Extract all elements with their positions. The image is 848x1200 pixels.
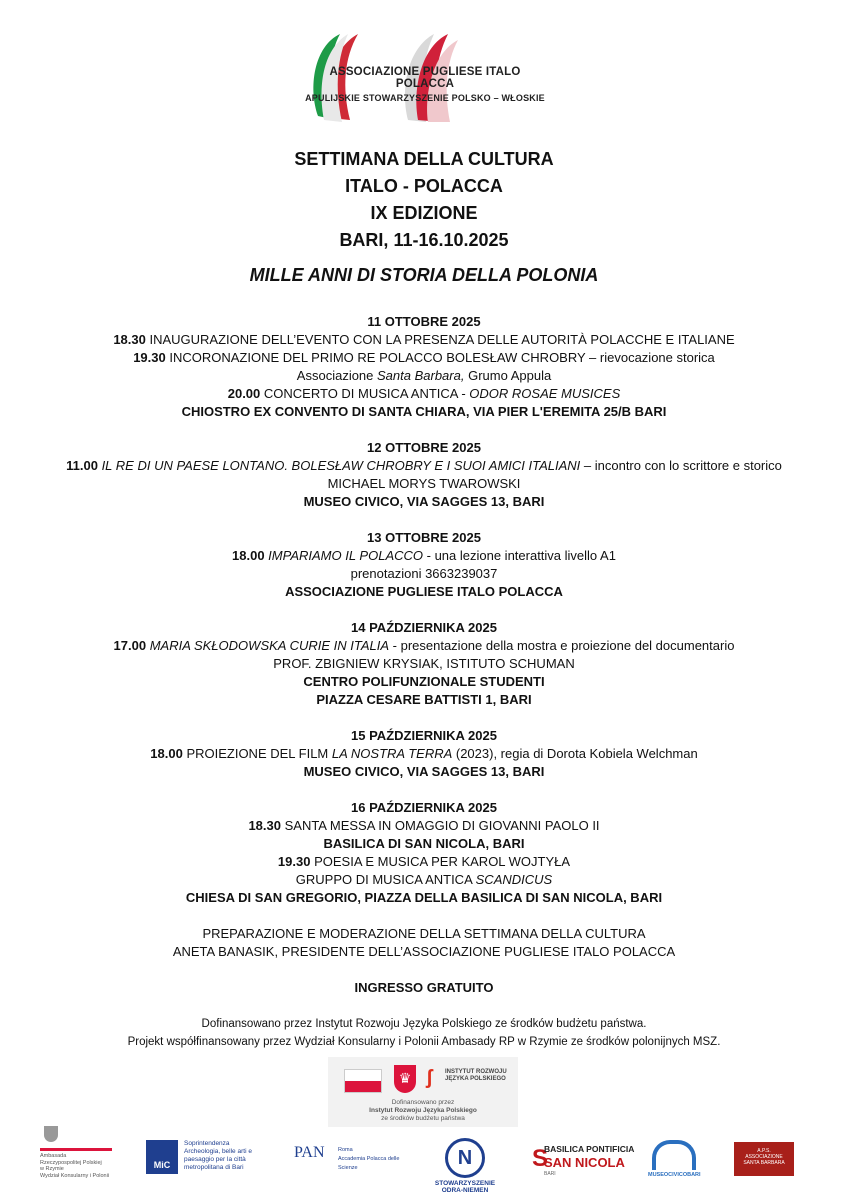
san-nicola-icon: S [532, 1145, 549, 1172]
event-time: 18.30 [113, 332, 146, 347]
embassy-line-1: Ambasada [40, 1153, 67, 1159]
event-title: IMPARIAMO IL POLACCO [264, 548, 424, 563]
event-text: PROIEZIONE DEL FILM [182, 746, 332, 761]
title-line-2: ITALO - POLACCA [345, 176, 503, 196]
group-name: SCANDICUS [475, 872, 553, 887]
san-nicola-line-3: BARI [544, 1171, 556, 1177]
event-venue: CHIOSTRO EX CONVENTO DI SANTA CHIARA, VIA PIER L'EREMITA 25/B BARI [181, 404, 667, 419]
event-title [0, 146, 848, 254]
embassy-logo [40, 1126, 120, 1179]
event-text: - presentazione della mostra e proiezione del documentario [389, 638, 735, 653]
funding-box-line-3: ze środków budżetu państwa [381, 1115, 465, 1122]
preparation-line-2: ANETA BANASIK, PRESIDENTE DELL’ASSOCIAZIONE PUGLIESE ITALO POLACCA [172, 944, 676, 959]
event-venue: ASSOCIAZIONE PUGLIESE ITALO POLACCA [285, 584, 563, 599]
organizer-text: Associazione [296, 368, 378, 383]
irjp-name-line-1: INSTYTUT ROZWOJU [445, 1069, 507, 1075]
day-date: 13 OTTOBRE 2025 [367, 530, 481, 545]
preparation-credits [0, 925, 848, 961]
event-guest: PROF. ZBIGNIEW KRYSIAK, ISTITUTO SCHUMAN [273, 656, 575, 671]
funding-logo-box [328, 1057, 518, 1127]
santa-barbara-name [734, 1142, 794, 1166]
event-venue: CENTRO POLIFUNZIONALE STUDENTI [303, 674, 545, 689]
event-title: IL RE DI UN PAESE LONTANO. BOLESŁAW CHROBRY E I SUOI AMICI ITALIANI [97, 458, 581, 473]
event-time: 19.30 [133, 350, 166, 365]
san-nicola-line-2: SAN NICOLA [544, 1155, 625, 1170]
soprintendenza-line-3: paesaggio per la città [184, 1156, 246, 1163]
event-text: CONCERTO DI MUSICA ANTICA - [260, 386, 470, 401]
soprintendenza-line-4: metropolitana di Bari [184, 1164, 244, 1171]
santa-barbara-line-3: SANTA BARBARA [743, 1160, 785, 1166]
santa-barbara-line-1: A.P.S. [757, 1148, 771, 1154]
santa-barbara-logo [734, 1142, 794, 1176]
event-line [0, 385, 848, 403]
polish-eagle-icon: ♛ [394, 1065, 416, 1093]
event-booking: prenotazioni 3663239037 [350, 566, 498, 581]
event-text: INAUGURAZIONE DELL’EVENTO CON LA PRESENZA DELLE AUTORITÀ POLACCHE E ITALIANE [145, 332, 735, 347]
pan-name [338, 1146, 408, 1173]
irjp-logo-icon: ʃ [426, 1067, 433, 1089]
group-text: GRUPPO DI MUSICA ANTICA [295, 872, 476, 887]
day-block [0, 529, 848, 601]
museo-civico-icon [652, 1140, 696, 1170]
event-text: SANTA MESSA IN OMAGGIO DI GIOVANNI PAOLO II [280, 818, 600, 833]
event-text: INCORONAZIONE DEL PRIMO RE POLACCO BOLESŁAW CHROBRY – rievocazione storica [165, 350, 715, 365]
association-name [300, 66, 550, 103]
pan-line-2: Accademia Polacca delle Scienze [338, 1156, 400, 1171]
event-line [0, 817, 848, 835]
event-time: 17.00 [113, 638, 147, 653]
embassy-line-4: Wydział Konsularny i Polonii [40, 1172, 110, 1179]
organizer-name: Santa Barbara, [377, 368, 465, 383]
event-time: 20.00 [227, 386, 261, 401]
soprintendenza-name [184, 1140, 276, 1172]
event-organizer [0, 367, 848, 385]
odra-niemen-name [430, 1180, 500, 1194]
day-block [0, 799, 848, 907]
event-venue: MUSEO CIVICO, VIA SAGGES 13, BARI [303, 494, 545, 509]
funding-line-2: Projekt współfinansowany przez Wydział Konsularny i Polonii Ambasady RP w Rzymie ze środków polonijnych MSZ. [127, 1036, 721, 1048]
event-line [0, 745, 848, 763]
embassy-line-2: Rzeczypospolitej Polskiej [40, 1159, 102, 1166]
soprintendenza-line-1: Soprintendenza [184, 1140, 230, 1147]
day-block [0, 727, 848, 781]
mic-logo-icon: MiC [146, 1140, 178, 1174]
polish-flag-icon [344, 1069, 382, 1093]
event-title: MARIA SKŁODOWSKA CURIE IN ITALIA [146, 638, 390, 653]
soprintendenza-line-2: Archeologia, belle arti e [184, 1148, 252, 1155]
event-text: – incontro con lo scrittore e storico [580, 458, 782, 473]
event-title: LA NOSTRA TERRA [331, 746, 453, 761]
embassy-red-bar [40, 1148, 112, 1151]
day-date: 16 PAŹDZIERNIKA 2025 [351, 800, 497, 815]
odra-niemen-line-1: STOWARZYSZENIE [434, 1180, 496, 1187]
event-venue: MUSEO CIVICO, VIA SAGGES 13, BARI [303, 764, 545, 779]
event-time: 11.00 [66, 458, 98, 473]
day-block [0, 313, 848, 421]
program [0, 313, 848, 1051]
event-text: (2023), regia di Dorota Kobiela Welchman [452, 746, 698, 761]
day-block [0, 619, 848, 709]
event-group [0, 871, 848, 889]
preparation-line-1: PREPARAZIONE E MODERAZIONE DELLA SETTIMANA DELLA CULTURA [202, 926, 646, 941]
embassy-name [40, 1153, 120, 1179]
odra-niemen-line-2: ODRA-NIEMEN [441, 1187, 489, 1194]
santa-barbara-line-2: ASSOCIAZIONE [745, 1154, 783, 1160]
funding-line-1: Dofinansowano przez Instytut Rozwoju Języka Polskiego ze środków budżetu państwa. [201, 1018, 647, 1030]
day-date: 11 OTTOBRE 2025 [367, 314, 481, 329]
title-line-4: BARI, 11-16.10.2025 [339, 230, 509, 250]
title-line-3: IX EDIZIONE [370, 203, 478, 223]
museo-civico-name: MUSEOCIVICOBARI [648, 1172, 701, 1178]
event-line [0, 457, 848, 475]
event-venue: CHIESA DI SAN GREGORIO, PIAZZA DELLA BASILICA DI SAN NICOLA, BARI [185, 890, 663, 905]
pan-line-1: Roma [338, 1147, 353, 1153]
event-line [0, 853, 848, 871]
museo-civico-logo [648, 1140, 700, 1178]
free-entry: INGRESSO GRATUITO [354, 980, 494, 995]
event-time: 18.30 [248, 818, 281, 833]
title-line-1: SETTIMANA DELLA CULTURA [294, 149, 554, 169]
event-subtitle: MILLE ANNI DI STORIA DELLA POLONIA [249, 265, 599, 285]
funding-box-line-2: Instytut Rozwoju Języka Polskiego [369, 1107, 477, 1114]
event-text: POESIA E MUSICA PER KAROL WOJTYŁA [310, 854, 571, 869]
event-text: - una lezione interattiva livello A1 [423, 548, 616, 563]
day-block [0, 439, 848, 511]
funding-note [0, 1015, 848, 1051]
event-line [0, 547, 848, 565]
embassy-line-3: w Rzymie [40, 1166, 64, 1172]
event-line [0, 637, 848, 655]
event-time: 18.00 [232, 548, 265, 563]
funding-box-text [328, 1099, 518, 1123]
event-guest: MICHAEL MORYS TWAROWSKI [327, 476, 521, 491]
odra-niemen-logo [430, 1138, 500, 1194]
association-name-it: ASSOCIAZIONE PUGLIESE ITALO POLACCA [329, 66, 521, 90]
day-date: 14 PAŹDZIERNIKA 2025 [351, 620, 497, 635]
organizer-place: Grumo Appula [464, 368, 552, 383]
irjp-name-line-2: JĘZYKA POLSKIEGO [445, 1076, 506, 1082]
event-venue: BASILICA DI SAN NICOLA, BARI [323, 836, 525, 851]
san-nicola-line-1: BASILICA PONTIFICIA [544, 1144, 635, 1154]
funding-box-line-1: Dofinansowano przez [391, 1099, 455, 1106]
odra-niemen-icon: N [445, 1138, 485, 1178]
event-time: 18.00 [150, 746, 183, 761]
event-line [0, 349, 848, 367]
irjp-name [445, 1069, 507, 1083]
event-title: ODOR ROSAE MUSICES [469, 386, 621, 401]
association-name-pl: APULIJSKIE STOWARZYSZENIE POLSKO – WŁOSKIE [305, 93, 545, 103]
event-time: 19.30 [277, 854, 311, 869]
day-date: 15 PAŹDZIERNIKA 2025 [351, 728, 497, 743]
event-venue-address: PIAZZA CESARE BATTISTI 1, BARI [316, 692, 532, 707]
pan-mark: PAN [294, 1144, 325, 1161]
event-line [0, 331, 848, 349]
partner-logos [0, 1122, 848, 1200]
embassy-eagle-icon [44, 1126, 58, 1142]
day-date: 12 OTTOBRE 2025 [367, 440, 481, 455]
